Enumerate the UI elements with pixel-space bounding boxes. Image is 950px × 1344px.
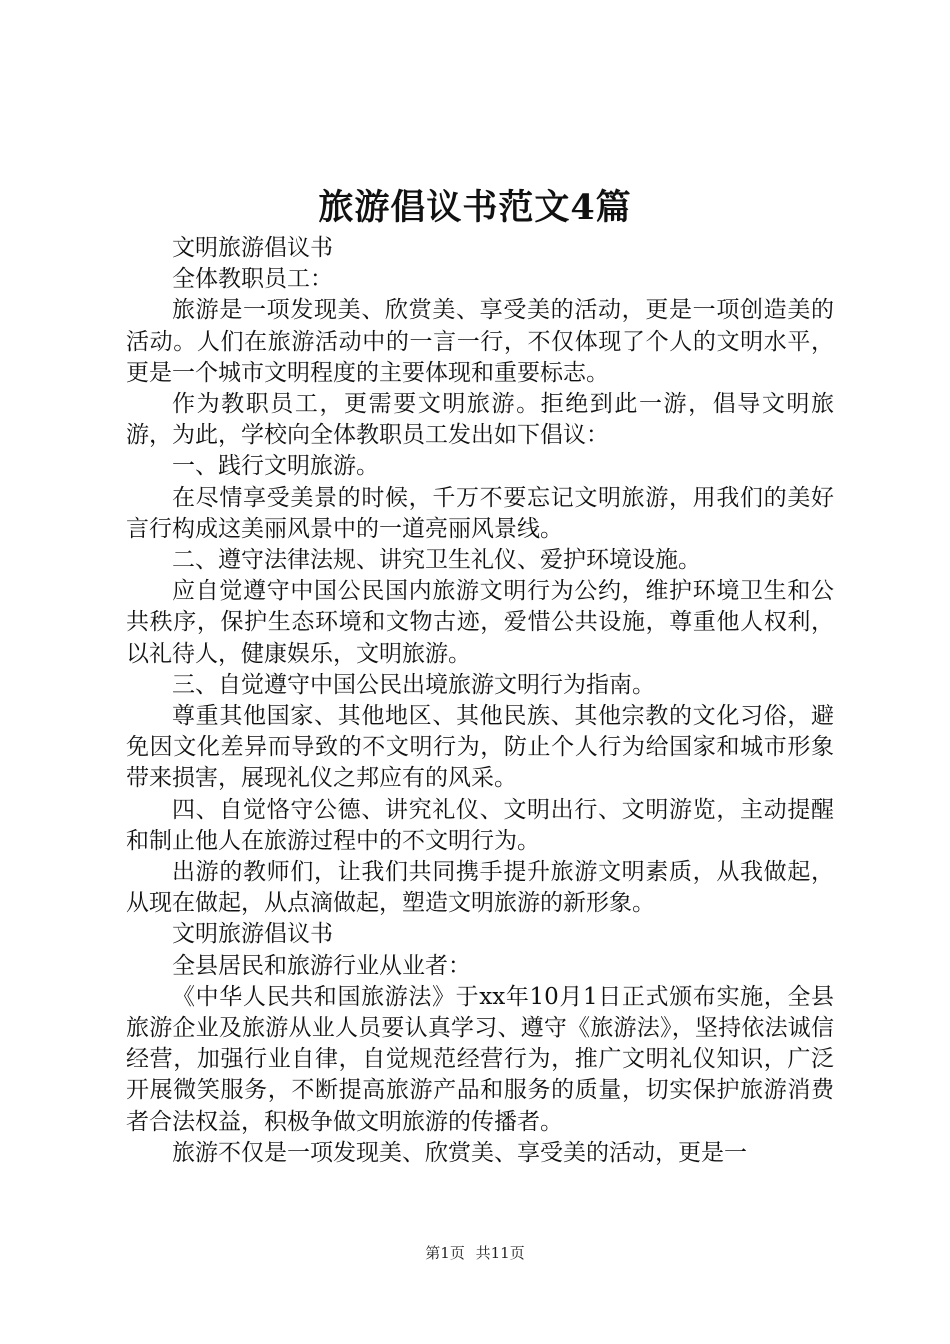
paragraph: 一、践行文明旅游。 [172, 453, 379, 480]
paragraph: 全体教职员工： [172, 266, 333, 293]
paragraph: 全县居民和旅游行业从业者： [172, 952, 471, 979]
document-title: 旅游倡议书范文4篇 [318, 187, 632, 228]
paragraph: 二、遵守法律法规、讲究卫生礼仪、爱护环境设施。 [172, 547, 701, 574]
paragraph: 尊重其他国家、其他地区、其他民族、其他宗教的文化习俗，避免因文化差异而导致的不文明行为，防止个人行为给国家和城市形象带来损害，展现礼仪之邦应有的风采。 [126, 703, 834, 792]
page-footer [0, 1243, 950, 1263]
paragraph: 应自觉遵守中国公民国内旅游文明行为公约，维护环境卫生和公共秩序，保护生态环境和文物古迹，爱惜公共设施，尊重他人权利，以礼待人，健康娱乐，文明旅游。 [126, 578, 834, 667]
document-body [126, 233, 834, 1169]
paragraph: 在尽情享受美景的时候，千万不要忘记文明旅游，用我们的美好言行构成这美丽风景中的一道亮丽风景线。 [126, 484, 834, 542]
page-total: 共11页 [475, 1244, 525, 1262]
paragraph: 旅游不仅是一项发现美、欣赏美、享受美的活动，更是一 [172, 1139, 747, 1166]
paragraph: 出游的教师们，让我们共同携手提升旅游文明素质，从我做起，从现在做起，从点滴做起，塑造文明旅游的新形象。 [126, 859, 834, 917]
paragraph: 文明旅游倡议书 [172, 235, 333, 261]
paragraph: 文明旅游倡议书 [172, 921, 333, 948]
page-number: 第1页 [425, 1244, 465, 1262]
paragraph: 三、自觉遵守中国公民出境旅游文明行为指南。 [172, 671, 655, 698]
paragraph: 四、自觉恪守公德、讲究礼仪、文明出行、文明游览，主动提醒和制止他人在旅游过程中的不文明行为。 [126, 796, 834, 854]
paragraph: 作为教职员工，更需要文明旅游。拒绝到此一游，倡导文明旅游，为此，学校向全体教职员工发出如下倡议： [126, 391, 834, 449]
paragraph: 《中华人民共和国旅游法》于xx年10月1日正式颁布实施，全县旅游企业及旅游从业人员要认真学习、遵守《旅游法》，坚持依法诚信经营，加强行业自律，自觉规范经营行为，推广文明礼仪知识，广泛开展微笑服务，不断提高旅游产品和服务的质量，切实保护旅游消费者合法权益，积极争做文明旅游的传播者。 [126, 983, 834, 1135]
paragraph: 旅游是一项发现美、欣赏美、享受美的活动，更是一项创造美的活动。人们在旅游活动中的一言一行，不仅体现了个人的文明水平，更是一个城市文明程度的主要体现和重要标志。 [126, 297, 834, 386]
